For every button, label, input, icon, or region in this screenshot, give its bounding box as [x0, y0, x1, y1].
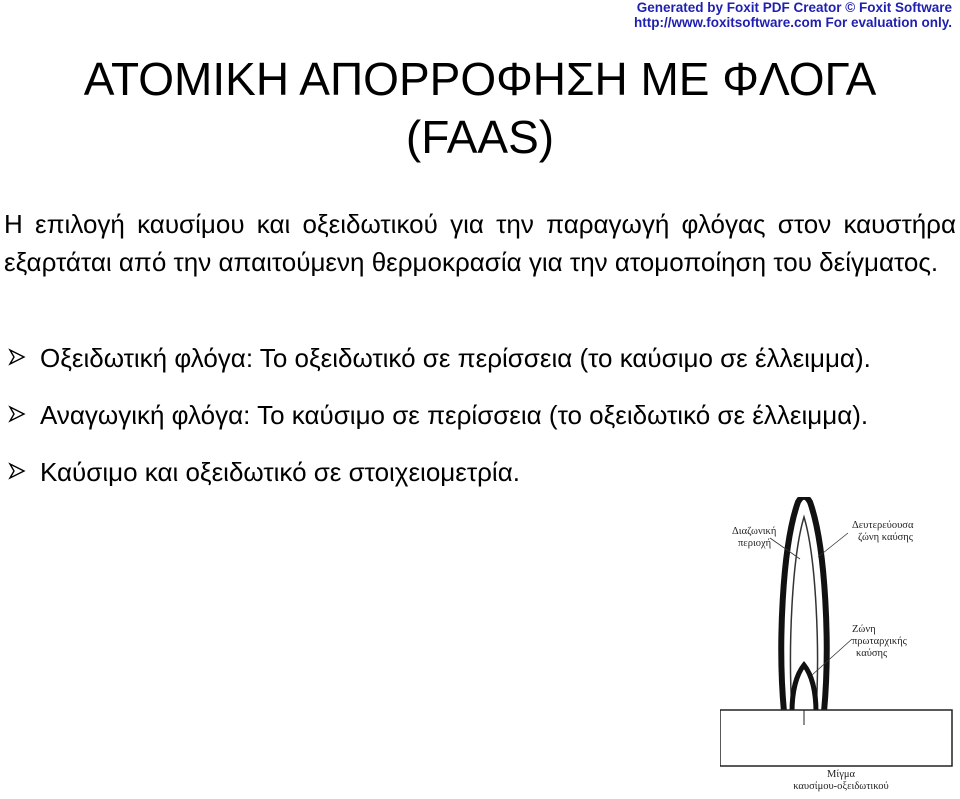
label-line: Ζώνη	[852, 624, 876, 635]
bullet-text: Οξειδωτική φλόγα: Το οξειδωτικό σε περίσσεια (το καύσιμο σε έλλειμμα).	[40, 343, 871, 373]
bullet-item-oxidizing	[4, 343, 956, 373]
page-title	[0, 50, 960, 166]
outer-flame-outline	[781, 497, 826, 712]
bullet-text: Αναγωγική φλόγα: Το καύσιμο σε περίσσεια (το οξειδωτικό σε έλλειμμα).	[40, 400, 869, 430]
primary-zone-cone	[792, 665, 816, 712]
label-line: Δευτερεύουσα	[852, 520, 914, 531]
label-line: πρωταρχικής	[852, 636, 907, 647]
burner-body	[720, 710, 952, 766]
bullet-text: Καύσιμο και οξειδωτικό σε στοιχειομετρία.	[40, 457, 520, 487]
bullet-item-reducing	[4, 400, 956, 430]
watermark-line-1: Generated by Foxit PDF Creator © Foxit Software	[636, 0, 952, 15]
bullet-list	[4, 343, 956, 487]
watermark	[634, 0, 952, 30]
bullet-item-stoichiometric	[4, 457, 956, 487]
label-line: ζώνη καύσης	[858, 532, 913, 543]
label-secondary-zone	[852, 520, 913, 544]
label-primary-zone	[852, 624, 907, 660]
label-line: Διαζωνική	[732, 526, 777, 537]
arrowhead-bullet-icon	[8, 462, 26, 480]
label-fuel-oxidant-mixture	[776, 769, 906, 793]
title-line-2: (FAAS)	[405, 111, 555, 163]
title-line-1: ΑΤΟΜΙΚΗ ΑΠΟΡΡΟΦΗΣΗ ΜΕ ΦΛΟΓΑ	[83, 53, 877, 105]
intro-paragraph: Η επιλογή καυσίμου και οξειδωτικού για την παραγωγή φλόγας στον καυστήρα εξαρτάται από την απαιτούμενη θερμοκρασία για την ατομοποίηση του δείγματος.	[4, 209, 956, 277]
flame-diagram	[720, 497, 958, 794]
arrowhead-bullet-icon	[8, 405, 26, 423]
label-line: καύσης	[856, 648, 888, 659]
label-interzonal-region	[732, 526, 776, 550]
label-line: καυσίμου-οξειδωτικού	[793, 781, 889, 792]
watermark-line-2: http://www.foxitsoftware.com For evaluation only.	[633, 15, 952, 30]
label-line: περιοχή	[738, 538, 772, 549]
arrowhead-bullet-icon	[8, 348, 26, 366]
label-line: Μίγμα	[827, 769, 855, 780]
